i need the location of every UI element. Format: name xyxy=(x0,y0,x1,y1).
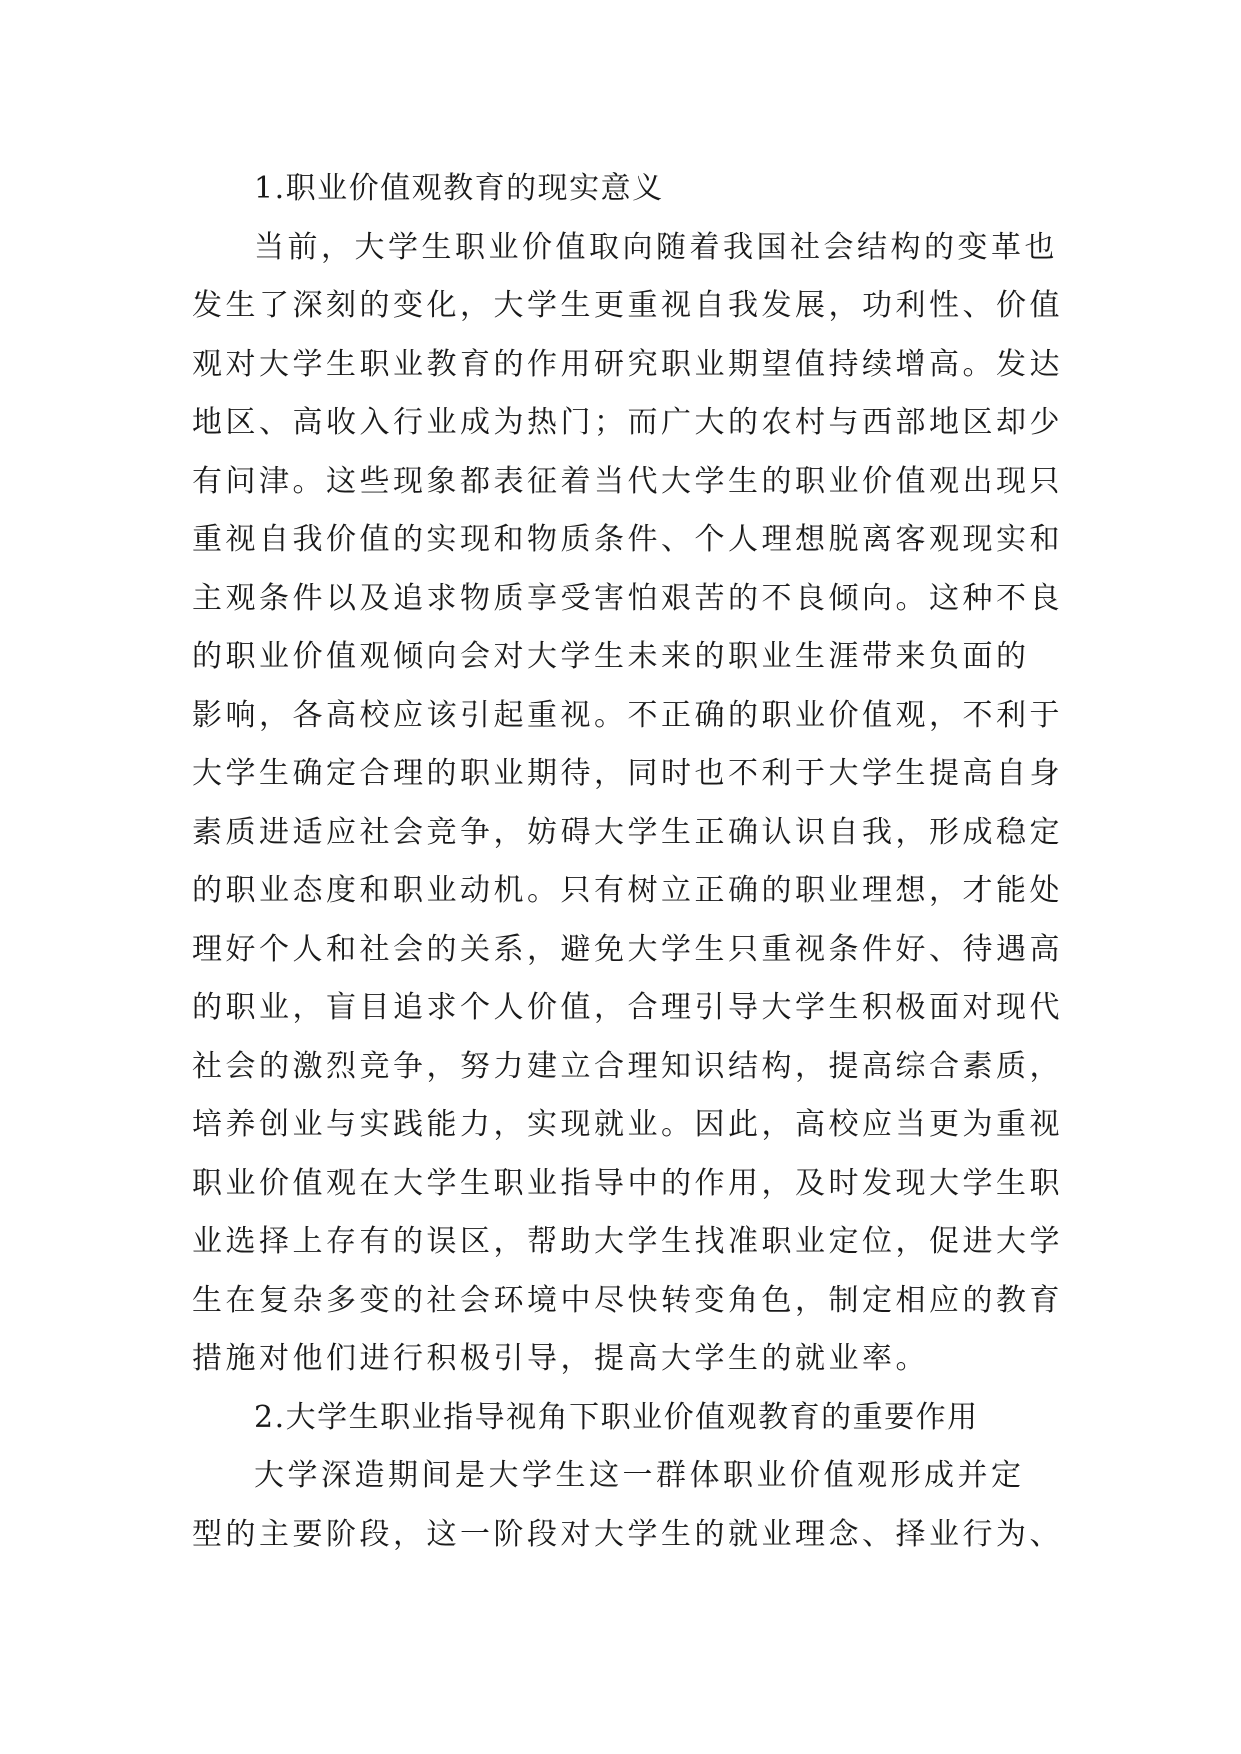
paragraph-line: 地区、高收入行业成为热门；而广大的农村与西部地区却少 xyxy=(192,405,1063,440)
paragraph-line: 生在复杂多变的社会环境中尽快转变角色，制定相应的教育 xyxy=(192,1282,1063,1318)
paragraph-line: 业选择上存有的误区，帮助大学生找准职业定位，促进大学 xyxy=(192,1224,1063,1259)
paragraph-line: 有问津。这些现象都表征着当代大学生的职业价值观出现只 xyxy=(192,463,1063,499)
paragraph-line: 的职业价值观倾向会对大学生未来的职业生涯带来负面的 xyxy=(192,639,1030,674)
paragraph-line: 职业价值观在大学生职业指导中的作用，及时发现大学生职 xyxy=(192,1165,1063,1201)
paragraph-line: 的职业态度和职业动机。只有树立正确的职业理想，才能处 xyxy=(192,873,1063,908)
paragraph-line: 大学深造期间是大学生这一群体职业价值观形成并定 xyxy=(254,1458,1025,1493)
paragraph-line: 主观条件以及追求物质享受害怕艰苦的不良倾向。这种不良 xyxy=(192,580,1063,616)
document-body xyxy=(192,160,1063,1564)
paragraph-2 xyxy=(192,1447,1063,1564)
paragraph-1 xyxy=(192,219,1063,1389)
paragraph-line: 大学生确定合理的职业期待，同时也不利于大学生提高自身 xyxy=(192,756,1063,791)
paragraph-line: 影响，各高校应该引起重视。不正确的职业价值观，不利于 xyxy=(192,697,1063,733)
paragraph-line: 社会的激烈竞争，努力建立合理知识结构，提高综合素质， xyxy=(192,1048,1063,1084)
section-heading-1: 1.职业价值观教育的现实意义 xyxy=(254,171,664,206)
paragraph-line: 当前，大学生职业价值取向随着我国社会结构的变革也 xyxy=(254,229,1058,265)
paragraph-line: 观对大学生职业教育的作用研究职业期望值持续增高。发达 xyxy=(192,346,1063,382)
paragraph-line: 措施对他们进行积极引导，提高大学生的就业率。 xyxy=(192,1341,929,1376)
paragraph-line: 素质进适应社会竞争，妨碍大学生正确认识自我，形成稳定 xyxy=(192,814,1063,850)
section-heading-2: 2.大学生职业指导视角下职业价值观教育的重要作用 xyxy=(254,1399,979,1435)
paragraph-line: 发生了深刻的变化，大学生更重视自我发展，功利性、价值 xyxy=(192,288,1063,323)
paragraph-line: 型的主要阶段，这一阶段对大学生的就业理念、择业行为、 xyxy=(192,1516,1063,1552)
paragraph-line: 重视自我价值的实现和物质条件、个人理想脱离客观现实和 xyxy=(192,522,1063,557)
paragraph-line: 的职业，盲目追求个人价值，合理引导大学生积极面对现代 xyxy=(192,990,1063,1025)
paragraph-line: 培养创业与实践能力，实现就业。因此，高校应当更为重视 xyxy=(192,1107,1063,1142)
paragraph-line: 理好个人和社会的关系，避免大学生只重视条件好、待遇高 xyxy=(192,931,1063,967)
